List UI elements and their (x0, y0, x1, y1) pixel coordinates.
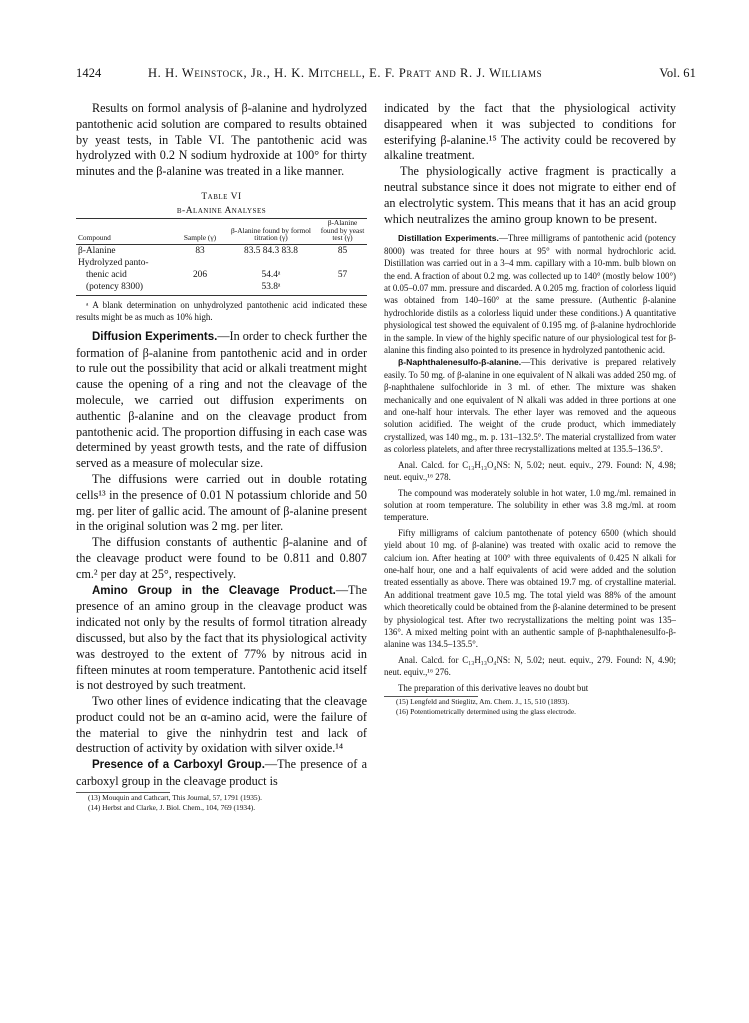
table-cell (176, 281, 224, 296)
section-heading: Presence of a Carboxyl Group. (92, 759, 265, 772)
paragraph (384, 356, 676, 455)
volume-label: Vol. 61 (659, 66, 696, 80)
section-heading: Diffusion Experiments. (92, 330, 218, 343)
running-authors: H. H. Weinstock, Jr., H. K. Mitchell, E. F. Pratt and R. J. Williams (148, 66, 543, 80)
table-cell (176, 257, 224, 269)
analysis-line: Anal. Calcd. for C₁₃H₁₃O₄NS: N, 5.02; neut. equiv., 279. Found: N, 4.98; neut. equiv.,¹⁶ 278. (384, 459, 676, 483)
data-table (76, 218, 367, 296)
table-header-row (76, 218, 367, 244)
paragraph: The diffusions were carried out in double rotating cells¹³ in the presence of 0.01 N potassium chloride and 50 mg. per liter of gallic acid. The amount of β-alanine present in the original solution was 2 mg. per liter. (76, 471, 367, 534)
table-row (76, 269, 367, 281)
table-cell: 57 (337, 269, 348, 280)
paragraph: The preparation of this derivative leaves no doubt but (398, 682, 589, 693)
table-cell: 53.8ᵃ (224, 281, 318, 296)
paragraph: indicated by the fact that the physiological activity disappeared when it was subjected to conditions for esterifying β-alanine.¹⁵ The activity could be recovered by alkaline treatment. (384, 101, 676, 163)
table-subcaption: β-Alanine Analyses (176, 205, 267, 216)
paragraph-text: —The presence of an amino group in the cleavage product was indicated not only by the results of formol titration already discussed, but also by the fact that its physiological activity was destroyed to the extent of 77% by nitrous acid in fifteen minutes at room temperature. Pantothenic acid itself is not destroyed by such treatment. (76, 582, 367, 693)
table-cell: Hydrolyzed panto- (78, 257, 149, 268)
table-row (76, 244, 367, 257)
footnote: (14) Herbst and Clarke, J. Biol. Chem., 104, 769 (1934). (88, 802, 256, 812)
footnote: (15) Lengfeld and Stieglitz, Am. Chem. J., 15, 510 (1893). (396, 697, 570, 706)
paragraph: Two other lines of evidence indicating that the cleavage product could not be an α-amino acid, were the failure of the material to give the ninhydrin test and lack of destruction of activity by oxidation with silver oxide.¹⁴ (76, 694, 367, 756)
paragraph (76, 329, 367, 472)
table-row (76, 281, 367, 296)
paragraph: Fifty milligrams of calcium pantothenate of potency 6500 (which should yield about 10 mg. of β-alanine) was treated with oxalic acid to remove the calcium ion. After heating at 100° with three equivalents of 0.425 N alkali for one-half hour, one and a half equivalents of acid were added and the solution treated essentially as above. There was obtained 19.7 mg. of crystalline material. An additional treatment gave 10.5 mg. The total yield was 88% of the amount which theoretically could be obtained from the β-alanine determined to be present by physiological test. After two recrystallizations the melting point was 135–136°. A mixed melting point with an authentic sample of β-naphthalenesulfo-β-alanine was 134.5–135.5°. (384, 527, 676, 650)
table-header-cell: β-Alanine found by formol titration (γ) (231, 225, 311, 243)
table-cell (318, 281, 367, 296)
paragraph: Results on formol analysis of β-alanine and hydrolyzed pantothenic acid solution are compared to results obtained by yeast tests, in Table VI. The pantothenic acid was hydrolyzed with 0.2 N sodium hydroxide at 100° for thirty minutes and the β-alanine was treated in a like manner. (76, 101, 367, 179)
table-cell: 54.4ᵃ (261, 269, 281, 280)
table-cell: β-Alanine (78, 245, 116, 256)
table-header-cell: Compound (78, 233, 111, 243)
right-column (384, 101, 676, 717)
paragraph-text: —In order to check further the formation of β-alanine from pantothenic acid and in order to rule out the possibility that acid or alkali treatment might cause the opening of a ring and not the cleavage of the molecule, we carried out diffusion experiments on authentic β-alanine and on the cleavage product from pantothenic acid. The proportion diffusing in each case was determined by yeast growth tests, and the rate of diffusion served as a measure of molecular size. (76, 328, 367, 471)
table-footnote: ᵃ A blank determination on unhydrolyzed pantothenic acid indicated these results might be as much as 10% high. (76, 299, 367, 322)
paragraph-text: —This derivative is prepared relatively easily. To 50 mg. of β-alanine in one equivalent of N alkali was added 250 mg. of β-naphthalene sulfochloride in 3 ml. of ether. The mixture was shaken mechanically and one equivalent of N alkali was added in three portions at one and one-half hour intervals. The ether layer was removed and the aqueous solution acidified. The weight of the crude product, which immediately crystallized, was 140 mg., m. p. 131–132.5°. The material crystallized from water as colorless platelets, and after three recrystallizations melted at 135.5–136.5°. (384, 357, 676, 455)
table-header-cell: β-Alanine found by yeast test (γ) (320, 217, 365, 243)
running-header (76, 66, 696, 84)
table-caption: Table VI (201, 191, 242, 202)
table-cell: 83 (195, 245, 205, 256)
table-cell (318, 257, 367, 269)
paragraph-text: —The presence of a carboxyl group in the cleavage product is (76, 757, 367, 789)
paragraph-text: —Three milligrams of pantothenic acid (potency 8000) was treated for three hours at 95° with normal hydrochloric acid. Distillation was carried out in a 3–4 mm. capillary with a 10-mm. bulb blown on the end. A fraction of about 0.2 mg. was collected up to 140° (mostly below 100°) at 0.05–0.07 mm. pressure and discarded. A 0.205 mg. fraction of colorless liquid was obtained from 140–160° at the same pressure. (Authentic β-alanine hydrochloride distils as a colorless liquid under these conditions.) A quantitative physiological test showed the equivalent of 0.195 mg. of β-alanine hydrochloride in the sample. In view of the highly specific nature of our physiological test for β-alanine this finding also pointed to its presence in hydrolyzed pantothenic acid. (384, 233, 676, 356)
table-cell: thenic acid (86, 269, 127, 280)
table-row (76, 257, 367, 269)
table-cell: 85 (337, 245, 348, 256)
paragraph: The diffusion constants of authentic β-alanine and of the cleavage product were found to be 0.811 and 0.807 cm.² per day at 25°, respectively. (76, 535, 367, 581)
section-heading: Distillation Experiments. (398, 233, 499, 244)
paragraph: The compound was moderately soluble in hot water, 1.0 mg./ml. remained in solution at room temperature. The solubility in ether was 3.8 mg./ml. at room temperature. (384, 487, 676, 523)
analysis-line: Anal. Calcd. for C₁₃H₁₃O₄NS: N, 5.02; neut. equiv., 279. Found: N, 4.90; neut. equiv.,¹⁶ 276. (384, 654, 676, 678)
table-cell: (potency 8300) (76, 281, 176, 296)
table-cell (224, 257, 318, 269)
footnote: (16) Potentiometrically determined using the glass electrode. (396, 707, 576, 716)
table-cell: 83.5 84.3 83.8 (244, 245, 298, 256)
page-number: 1424 (76, 66, 102, 80)
table-header-cell: Sample (γ) (183, 233, 217, 243)
table-cell: 206 (192, 269, 208, 280)
paragraph (384, 232, 676, 356)
left-column (76, 101, 367, 813)
paragraph (76, 757, 367, 790)
paragraph: The physiologically active fragment is practically a neutral substance since it does not migrate to either end of an electrolytic system. This means that it has an acid group which neutralizes the amino group known to be present. (384, 164, 676, 226)
section-heading: Amino Group in the Cleavage Product. (92, 584, 336, 597)
footnote: (13) Mouquin and Cathcart, This Journal, 57, 1791 (1935). (88, 792, 262, 802)
paragraph (76, 583, 367, 695)
section-heading: β-Naphthalenesulfo-β-alanine. (398, 357, 522, 368)
